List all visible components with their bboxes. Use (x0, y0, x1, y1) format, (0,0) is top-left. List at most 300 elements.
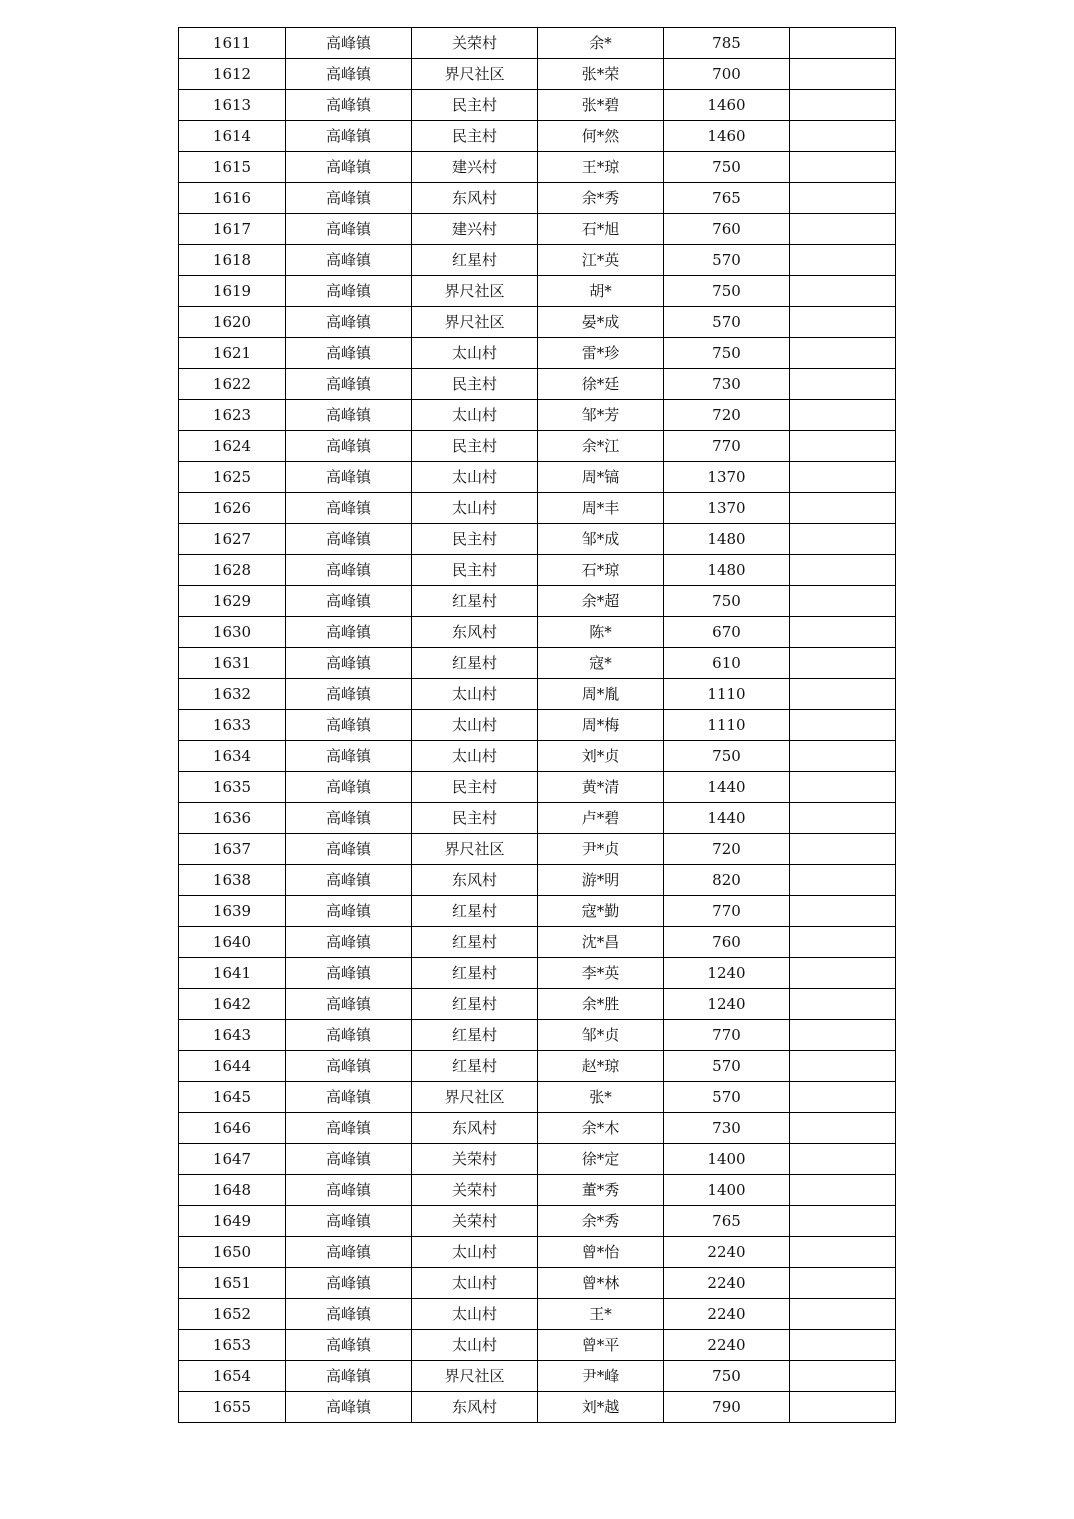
town-cell: 高峰镇 (286, 958, 412, 989)
remark-cell (790, 741, 896, 772)
table-row (179, 307, 896, 338)
table-row (179, 679, 896, 710)
village-cell: 东风村 (412, 1113, 538, 1144)
town-cell: 高峰镇 (286, 1268, 412, 1299)
serial-number-cell: 1651 (179, 1268, 286, 1299)
amount-cell: 610 (664, 648, 790, 679)
name-cell: 江*英 (538, 245, 664, 276)
town-cell: 高峰镇 (286, 927, 412, 958)
remark-cell (790, 1206, 896, 1237)
town-cell: 高峰镇 (286, 307, 412, 338)
amount-cell: 1480 (664, 524, 790, 555)
remark-cell (790, 555, 896, 586)
town-cell: 高峰镇 (286, 59, 412, 90)
remark-cell (790, 1051, 896, 1082)
amount-cell: 1440 (664, 803, 790, 834)
amount-cell: 750 (664, 152, 790, 183)
name-cell: 余* (538, 28, 664, 59)
town-cell: 高峰镇 (286, 1206, 412, 1237)
name-cell: 刘*贞 (538, 741, 664, 772)
table-row (179, 214, 896, 245)
table-row (179, 1051, 896, 1082)
serial-number-cell: 1618 (179, 245, 286, 276)
town-cell: 高峰镇 (286, 493, 412, 524)
village-cell: 太山村 (412, 338, 538, 369)
name-cell: 刘*越 (538, 1392, 664, 1423)
remark-cell (790, 803, 896, 834)
remark-cell (790, 1330, 896, 1361)
serial-number-cell: 1644 (179, 1051, 286, 1082)
name-cell: 石*旭 (538, 214, 664, 245)
serial-number-cell: 1648 (179, 1175, 286, 1206)
amount-cell: 1480 (664, 555, 790, 586)
table-row (179, 1361, 896, 1392)
village-cell: 红星村 (412, 648, 538, 679)
remark-cell (790, 679, 896, 710)
village-cell: 红星村 (412, 245, 538, 276)
amount-cell: 770 (664, 896, 790, 927)
amount-cell: 790 (664, 1392, 790, 1423)
town-cell: 高峰镇 (286, 90, 412, 121)
table-row (179, 927, 896, 958)
name-cell: 游*明 (538, 865, 664, 896)
amount-cell: 770 (664, 431, 790, 462)
remark-cell (790, 772, 896, 803)
town-cell: 高峰镇 (286, 710, 412, 741)
remark-cell (790, 1113, 896, 1144)
village-cell: 红星村 (412, 896, 538, 927)
name-cell: 尹*峰 (538, 1361, 664, 1392)
town-cell: 高峰镇 (286, 555, 412, 586)
town-cell: 高峰镇 (286, 1051, 412, 1082)
serial-number-cell: 1619 (179, 276, 286, 307)
village-cell: 东风村 (412, 617, 538, 648)
town-cell: 高峰镇 (286, 152, 412, 183)
table-row (179, 524, 896, 555)
remark-cell (790, 152, 896, 183)
table-row (179, 59, 896, 90)
village-cell: 民主村 (412, 121, 538, 152)
town-cell: 高峰镇 (286, 245, 412, 276)
name-cell: 周*梅 (538, 710, 664, 741)
table-row (179, 1268, 896, 1299)
serial-number-cell: 1614 (179, 121, 286, 152)
remark-cell (790, 493, 896, 524)
town-cell: 高峰镇 (286, 741, 412, 772)
table-row (179, 741, 896, 772)
serial-number-cell: 1652 (179, 1299, 286, 1330)
town-cell: 高峰镇 (286, 648, 412, 679)
remark-cell (790, 1392, 896, 1423)
amount-cell: 730 (664, 369, 790, 400)
amount-cell: 2240 (664, 1268, 790, 1299)
village-cell: 界尺社区 (412, 276, 538, 307)
village-cell: 界尺社区 (412, 1082, 538, 1113)
town-cell: 高峰镇 (286, 1361, 412, 1392)
remark-cell (790, 617, 896, 648)
village-cell: 太山村 (412, 741, 538, 772)
remark-cell (790, 307, 896, 338)
table-row (179, 772, 896, 803)
table-row (179, 1113, 896, 1144)
town-cell: 高峰镇 (286, 772, 412, 803)
table-row (179, 803, 896, 834)
name-cell: 周*镐 (538, 462, 664, 493)
serial-number-cell: 1653 (179, 1330, 286, 1361)
town-cell: 高峰镇 (286, 865, 412, 896)
remark-cell (790, 710, 896, 741)
village-cell: 民主村 (412, 772, 538, 803)
name-cell: 王* (538, 1299, 664, 1330)
remark-cell (790, 1299, 896, 1330)
remark-cell (790, 1082, 896, 1113)
serial-number-cell: 1636 (179, 803, 286, 834)
amount-cell: 1460 (664, 121, 790, 152)
serial-number-cell: 1649 (179, 1206, 286, 1237)
amount-cell: 1370 (664, 462, 790, 493)
serial-number-cell: 1625 (179, 462, 286, 493)
name-cell: 赵*琼 (538, 1051, 664, 1082)
village-cell: 界尺社区 (412, 307, 538, 338)
table-row (179, 710, 896, 741)
village-cell: 建兴村 (412, 152, 538, 183)
amount-cell: 570 (664, 245, 790, 276)
amount-cell: 765 (664, 1206, 790, 1237)
town-cell: 高峰镇 (286, 1144, 412, 1175)
serial-number-cell: 1626 (179, 493, 286, 524)
table-row (179, 865, 896, 896)
village-cell: 民主村 (412, 524, 538, 555)
remark-cell (790, 28, 896, 59)
amount-cell: 2240 (664, 1299, 790, 1330)
table-row (179, 989, 896, 1020)
amount-cell: 770 (664, 1020, 790, 1051)
serial-number-cell: 1611 (179, 28, 286, 59)
table-row (179, 1020, 896, 1051)
table-row (179, 1144, 896, 1175)
village-cell: 建兴村 (412, 214, 538, 245)
amount-cell: 1110 (664, 679, 790, 710)
town-cell: 高峰镇 (286, 183, 412, 214)
table-row (179, 369, 896, 400)
remark-cell (790, 1237, 896, 1268)
village-cell: 太山村 (412, 1268, 538, 1299)
table-row (179, 1206, 896, 1237)
village-cell: 红星村 (412, 927, 538, 958)
name-cell: 黄*清 (538, 772, 664, 803)
town-cell: 高峰镇 (286, 679, 412, 710)
village-cell: 民主村 (412, 803, 538, 834)
serial-number-cell: 1630 (179, 617, 286, 648)
village-cell: 红星村 (412, 586, 538, 617)
amount-cell: 700 (664, 59, 790, 90)
name-cell: 寇*勤 (538, 896, 664, 927)
serial-number-cell: 1632 (179, 679, 286, 710)
village-cell: 太山村 (412, 462, 538, 493)
remark-cell (790, 865, 896, 896)
town-cell: 高峰镇 (286, 1392, 412, 1423)
table-row (179, 1392, 896, 1423)
village-cell: 太山村 (412, 1330, 538, 1361)
name-cell: 余*超 (538, 586, 664, 617)
amount-cell: 750 (664, 1361, 790, 1392)
village-cell: 红星村 (412, 1020, 538, 1051)
town-cell: 高峰镇 (286, 1020, 412, 1051)
name-cell: 余*木 (538, 1113, 664, 1144)
village-cell: 民主村 (412, 369, 538, 400)
remark-cell (790, 462, 896, 493)
table-row (179, 28, 896, 59)
town-cell: 高峰镇 (286, 121, 412, 152)
table-body (179, 28, 896, 1423)
amount-cell: 1240 (664, 989, 790, 1020)
town-cell: 高峰镇 (286, 1113, 412, 1144)
amount-cell: 1370 (664, 493, 790, 524)
amount-cell: 765 (664, 183, 790, 214)
table-row (179, 276, 896, 307)
amount-cell: 670 (664, 617, 790, 648)
serial-number-cell: 1639 (179, 896, 286, 927)
village-cell: 界尺社区 (412, 59, 538, 90)
village-cell: 民主村 (412, 431, 538, 462)
table-row (179, 338, 896, 369)
name-cell: 余*胜 (538, 989, 664, 1020)
town-cell: 高峰镇 (286, 989, 412, 1020)
serial-number-cell: 1617 (179, 214, 286, 245)
serial-number-cell: 1646 (179, 1113, 286, 1144)
serial-number-cell: 1631 (179, 648, 286, 679)
name-cell: 晏*成 (538, 307, 664, 338)
serial-number-cell: 1642 (179, 989, 286, 1020)
serial-number-cell: 1623 (179, 400, 286, 431)
town-cell: 高峰镇 (286, 896, 412, 927)
serial-number-cell: 1645 (179, 1082, 286, 1113)
remark-cell (790, 1020, 896, 1051)
town-cell: 高峰镇 (286, 214, 412, 245)
serial-number-cell: 1638 (179, 865, 286, 896)
name-cell: 尹*贞 (538, 834, 664, 865)
serial-number-cell: 1634 (179, 741, 286, 772)
serial-number-cell: 1613 (179, 90, 286, 121)
serial-number-cell: 1643 (179, 1020, 286, 1051)
name-cell: 陈* (538, 617, 664, 648)
serial-number-cell: 1620 (179, 307, 286, 338)
table-row (179, 1175, 896, 1206)
amount-cell: 720 (664, 400, 790, 431)
amount-cell: 2240 (664, 1330, 790, 1361)
village-cell: 关荣村 (412, 1144, 538, 1175)
amount-cell: 1110 (664, 710, 790, 741)
table-row (179, 1330, 896, 1361)
town-cell: 高峰镇 (286, 617, 412, 648)
name-cell: 邹*贞 (538, 1020, 664, 1051)
name-cell: 周*丰 (538, 493, 664, 524)
town-cell: 高峰镇 (286, 586, 412, 617)
town-cell: 高峰镇 (286, 28, 412, 59)
serial-number-cell: 1622 (179, 369, 286, 400)
data-table (178, 27, 896, 1423)
amount-cell: 820 (664, 865, 790, 896)
amount-cell: 2240 (664, 1237, 790, 1268)
town-cell: 高峰镇 (286, 803, 412, 834)
town-cell: 高峰镇 (286, 400, 412, 431)
name-cell: 张* (538, 1082, 664, 1113)
name-cell: 余*秀 (538, 183, 664, 214)
remark-cell (790, 369, 896, 400)
village-cell: 太山村 (412, 400, 538, 431)
remark-cell (790, 431, 896, 462)
name-cell: 徐*廷 (538, 369, 664, 400)
name-cell: 邹*芳 (538, 400, 664, 431)
serial-number-cell: 1628 (179, 555, 286, 586)
remark-cell (790, 338, 896, 369)
remark-cell (790, 245, 896, 276)
remark-cell (790, 1268, 896, 1299)
village-cell: 民主村 (412, 555, 538, 586)
village-cell: 红星村 (412, 1051, 538, 1082)
amount-cell: 570 (664, 307, 790, 338)
remark-cell (790, 834, 896, 865)
name-cell: 徐*定 (538, 1144, 664, 1175)
remark-cell (790, 958, 896, 989)
village-cell: 民主村 (412, 90, 538, 121)
remark-cell (790, 989, 896, 1020)
serial-number-cell: 1633 (179, 710, 286, 741)
serial-number-cell: 1624 (179, 431, 286, 462)
amount-cell: 570 (664, 1082, 790, 1113)
amount-cell: 1460 (664, 90, 790, 121)
remark-cell (790, 1361, 896, 1392)
town-cell: 高峰镇 (286, 1330, 412, 1361)
village-cell: 界尺社区 (412, 834, 538, 865)
table-row (179, 648, 896, 679)
remark-cell (790, 927, 896, 958)
serial-number-cell: 1612 (179, 59, 286, 90)
serial-number-cell: 1616 (179, 183, 286, 214)
table-row (179, 245, 896, 276)
table-row (179, 555, 896, 586)
name-cell: 胡* (538, 276, 664, 307)
name-cell: 王*琼 (538, 152, 664, 183)
village-cell: 红星村 (412, 989, 538, 1020)
name-cell: 雷*珍 (538, 338, 664, 369)
table-row (179, 183, 896, 214)
remark-cell (790, 121, 896, 152)
amount-cell: 750 (664, 741, 790, 772)
remark-cell (790, 1144, 896, 1175)
name-cell: 张*荣 (538, 59, 664, 90)
name-cell: 余*秀 (538, 1206, 664, 1237)
table-row (179, 121, 896, 152)
name-cell: 寇* (538, 648, 664, 679)
village-cell: 关荣村 (412, 28, 538, 59)
village-cell: 东风村 (412, 1392, 538, 1423)
amount-cell: 785 (664, 28, 790, 59)
serial-number-cell: 1647 (179, 1144, 286, 1175)
amount-cell: 1400 (664, 1144, 790, 1175)
name-cell: 张*碧 (538, 90, 664, 121)
amount-cell: 730 (664, 1113, 790, 1144)
remark-cell (790, 648, 896, 679)
town-cell: 高峰镇 (286, 1299, 412, 1330)
table-row (179, 1082, 896, 1113)
town-cell: 高峰镇 (286, 369, 412, 400)
amount-cell: 720 (664, 834, 790, 865)
serial-number-cell: 1615 (179, 152, 286, 183)
name-cell: 沈*昌 (538, 927, 664, 958)
village-cell: 太山村 (412, 1237, 538, 1268)
town-cell: 高峰镇 (286, 524, 412, 555)
amount-cell: 760 (664, 214, 790, 245)
table-row (179, 400, 896, 431)
table-row (179, 896, 896, 927)
village-cell: 红星村 (412, 958, 538, 989)
town-cell: 高峰镇 (286, 1082, 412, 1113)
serial-number-cell: 1629 (179, 586, 286, 617)
town-cell: 高峰镇 (286, 338, 412, 369)
table-row (179, 431, 896, 462)
table-row (179, 834, 896, 865)
serial-number-cell: 1650 (179, 1237, 286, 1268)
name-cell: 李*英 (538, 958, 664, 989)
name-cell: 石*琼 (538, 555, 664, 586)
remark-cell (790, 214, 896, 245)
village-cell: 东风村 (412, 183, 538, 214)
table-row (179, 1299, 896, 1330)
town-cell: 高峰镇 (286, 462, 412, 493)
table-row (179, 586, 896, 617)
remark-cell (790, 183, 896, 214)
serial-number-cell: 1640 (179, 927, 286, 958)
serial-number-cell: 1627 (179, 524, 286, 555)
village-cell: 太山村 (412, 493, 538, 524)
remark-cell (790, 90, 896, 121)
name-cell: 曾*林 (538, 1268, 664, 1299)
name-cell: 卢*碧 (538, 803, 664, 834)
amount-cell: 750 (664, 586, 790, 617)
amount-cell: 1440 (664, 772, 790, 803)
name-cell: 余*江 (538, 431, 664, 462)
town-cell: 高峰镇 (286, 1237, 412, 1268)
amount-cell: 1240 (664, 958, 790, 989)
remark-cell (790, 276, 896, 307)
amount-cell: 570 (664, 1051, 790, 1082)
name-cell: 曾*怡 (538, 1237, 664, 1268)
amount-cell: 750 (664, 276, 790, 307)
serial-number-cell: 1637 (179, 834, 286, 865)
remark-cell (790, 896, 896, 927)
name-cell: 曾*平 (538, 1330, 664, 1361)
town-cell: 高峰镇 (286, 431, 412, 462)
table-row (179, 958, 896, 989)
table-row (179, 493, 896, 524)
name-cell: 何*然 (538, 121, 664, 152)
serial-number-cell: 1641 (179, 958, 286, 989)
village-cell: 关荣村 (412, 1175, 538, 1206)
town-cell: 高峰镇 (286, 1175, 412, 1206)
town-cell: 高峰镇 (286, 276, 412, 307)
remark-cell (790, 586, 896, 617)
name-cell: 邹*成 (538, 524, 664, 555)
serial-number-cell: 1655 (179, 1392, 286, 1423)
table-row (179, 617, 896, 648)
village-cell: 关荣村 (412, 1206, 538, 1237)
village-cell: 太山村 (412, 710, 538, 741)
village-cell: 太山村 (412, 1299, 538, 1330)
table-row (179, 1237, 896, 1268)
village-cell: 东风村 (412, 865, 538, 896)
remark-cell (790, 400, 896, 431)
